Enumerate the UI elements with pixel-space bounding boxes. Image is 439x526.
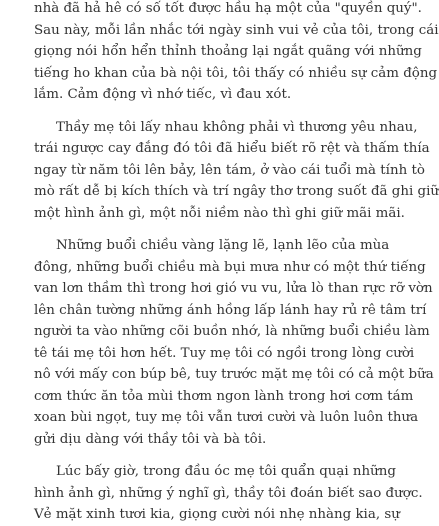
paragraph-gap <box>34 450 364 461</box>
text-line: gửi dịu dàng với thầy tôi và bà tôi. <box>34 431 267 447</box>
text-line: nhà đã hả hê có số tốt được hầu hạ một của "quyền quý". <box>34 1 422 16</box>
text-line: Thầy mẹ tôi lấy nhau không phải vì thương yêu nhau, <box>56 119 418 135</box>
text-line: mò rất dễ bị kích thích và trí ngây thơ trong suốt đã ghi giữ <box>34 184 439 199</box>
text-line: tê tái mẹ tôi hơn hết. Tuy mẹ tôi có ngồi trong lòng cười <box>34 345 415 361</box>
text-line: Vẻ mặt xinh tươi kia, giọng cười nói nhẹ nhàng kia, sự <box>34 507 400 522</box>
paragraph-2 <box>34 117 439 225</box>
text-line: Sau này, mỗi lần nhắc tới ngày sinh vui vẻ của tôi, trong cái <box>34 22 439 38</box>
text-line: tiếng ho khan của bà nội tôi, tôi thấy có nhiều sự cảm động <box>34 65 438 81</box>
paragraph-4 <box>34 461 423 526</box>
text-line: Lúc bấy giờ, trong đầu óc mẹ tôi quẩn quại những <box>56 464 397 479</box>
text-line: ngay từ năm tôi lên bảy, lên tám, ở vào cái tuổi mà tính tò <box>34 162 425 178</box>
text-line: giọng nói hổn hển thỉnh thoảng lại ngắt quãng với những <box>34 44 422 59</box>
text-line: lên chân tường những ánh hồng lấp lánh hay rủ rê tâm trí <box>34 302 427 318</box>
text-line: lắm. Cảm động vì nhớ tiếc, vì đau xót. <box>34 87 292 102</box>
text-line: van lơn thầm thì trong hơi gió vu vu, lửa lò than rực rỡ vờn <box>34 281 433 296</box>
text-line: đông, những buổi chiều mà bụi mưa như có một thứ tiếng <box>34 259 426 275</box>
text-line: trái ngược cay đắng đó tôi đã hiểu biết rõ rệt và thấm thía <box>34 141 430 156</box>
text-line: Những buổi chiều vàng lặng lẽ, lạnh lẽo của mùa <box>56 238 390 253</box>
text-line: một hình ảnh gì, một nỗi niềm nào thì ghi giữ mãi mãi. <box>34 205 405 221</box>
document-body <box>34 0 439 526</box>
text-line: nô với mấy con búp bê, tuy trước mặt mẹ tôi có cả một bữa <box>34 367 434 382</box>
text-line: xoan bùi ngọt, tuy mẹ tôi vẫn tươi cười và luôn luôn thưa <box>34 410 419 425</box>
paragraph-gap <box>34 224 364 235</box>
paragraph-1 <box>34 0 439 106</box>
text-line: hình ảnh gì, những ý nghĩ gì, thầy tôi đoán biết sao được. <box>34 485 423 501</box>
text-line: người ta vào những cõi buồn nhớ, là những buổi chiều làm <box>34 324 430 339</box>
paragraph-3 <box>34 235 434 450</box>
text-line: cơm thức ăn tỏa mùi thơm ngon lành trong hơi cơm tám <box>34 388 414 404</box>
paragraph-gap <box>34 106 364 117</box>
